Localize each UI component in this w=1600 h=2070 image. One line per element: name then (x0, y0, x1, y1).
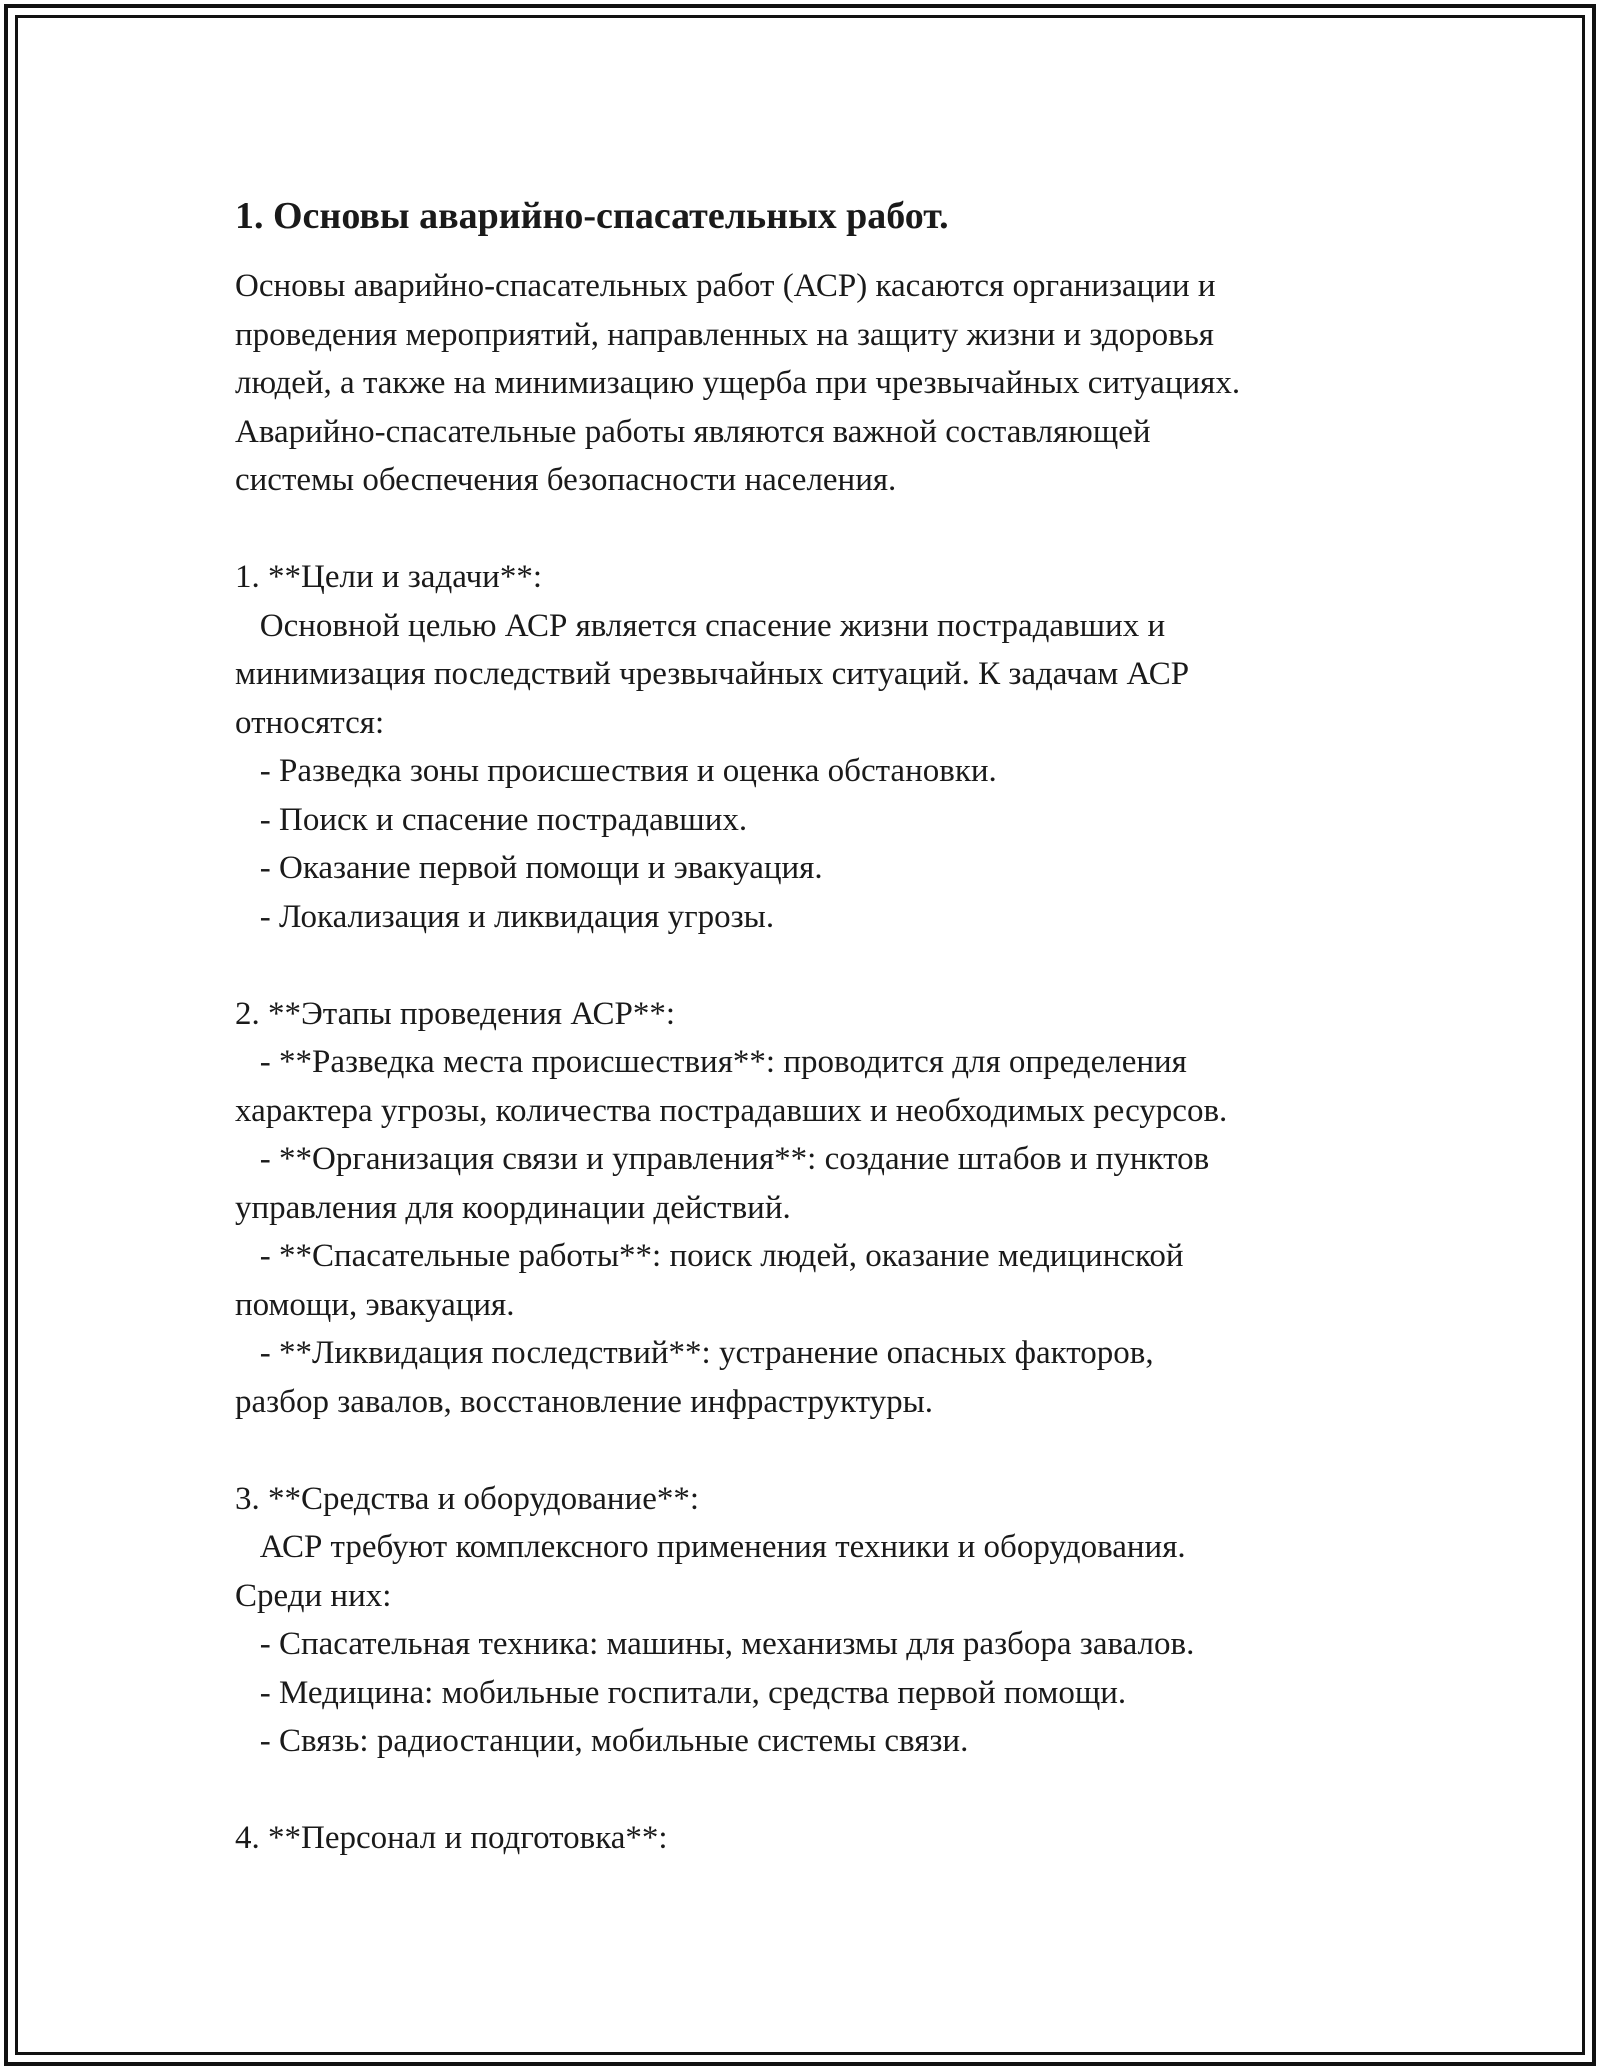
text-line: - **Ликвидация последствий**: устранение опасных факторов, (235, 1335, 1154, 1371)
text-line: 4. **Персонал и подготовка**: (235, 1820, 668, 1856)
text-line: - **Разведка места происшествия**: проводится для определения (235, 1044, 1187, 1080)
text-line: - Разведка зоны происшествия и оценка обстановки. (235, 753, 997, 789)
text-line: относятся: (235, 704, 385, 741)
blank-line (235, 1766, 1415, 1815)
text-line: - Спасательная техника: машины, механизмы для разбора завалов. (235, 1626, 1195, 1662)
text-line: - Оказание первой помощи и эвакуация. (235, 850, 823, 886)
text-line: - Связь: радиостанции, мобильные системы связи. (235, 1723, 969, 1759)
text-line: Основной целью АСР является спасение жизни пострадавших и (235, 607, 1166, 644)
text-line: людей, а также на минимизацию ущерба при чрезвычайных ситуациях. (235, 365, 1241, 401)
text-line: проведения мероприятий, направленных на защиту жизни и здоровья (235, 316, 1214, 353)
text-line: 2. **Этапы проведения АСР**: (235, 995, 676, 1032)
document-text (235, 262, 1415, 1863)
text-line: характера угрозы, количества пострадавших и необходимых ресурсов. (235, 1092, 1228, 1129)
text-line: системы обеспечения безопасности населения. (235, 462, 897, 498)
text-line: АСР требуют комплексного применения техники и оборудования. (235, 1529, 1186, 1565)
text-line: Аварийно-спасательные работы являются важной составляющей (235, 413, 1151, 450)
text-line: - **Спасательные работы**: поиск людей, оказание медицинской (235, 1238, 1184, 1274)
document-body (235, 188, 1415, 1863)
text-line: Среди них: (235, 1577, 392, 1614)
document-title: 1. Основы аварийно-спасательных работ. (235, 195, 949, 237)
text-line: - Локализация и ликвидация угрозы. (235, 898, 775, 935)
text-line: помощи, эвакуация. (235, 1286, 515, 1323)
text-line: 1. **Цели и задачи**: (235, 559, 542, 595)
blank-line (235, 1426, 1415, 1475)
text-line: - Медицина: мобильные госпитали, средства первой помощи. (235, 1674, 1127, 1711)
text-line: минимизация последствий чрезвычайных ситуаций. К задачам АСР (235, 656, 1190, 692)
text-line: 3. **Средства и оборудование**: (235, 1480, 700, 1517)
blank-line (235, 505, 1415, 554)
blank-line (235, 941, 1415, 990)
text-line: - **Организация связи и управления**: создание штабов и пунктов (235, 1141, 1210, 1177)
text-line: разбор завалов, восстановление инфраструктуры. (235, 1383, 934, 1420)
text-line: управления для координации действий. (235, 1189, 791, 1226)
text-line: - Поиск и спасение пострадавших. (235, 801, 748, 838)
text-line: Основы аварийно-спасательных работ (АСР) касаются организации и (235, 268, 1216, 304)
